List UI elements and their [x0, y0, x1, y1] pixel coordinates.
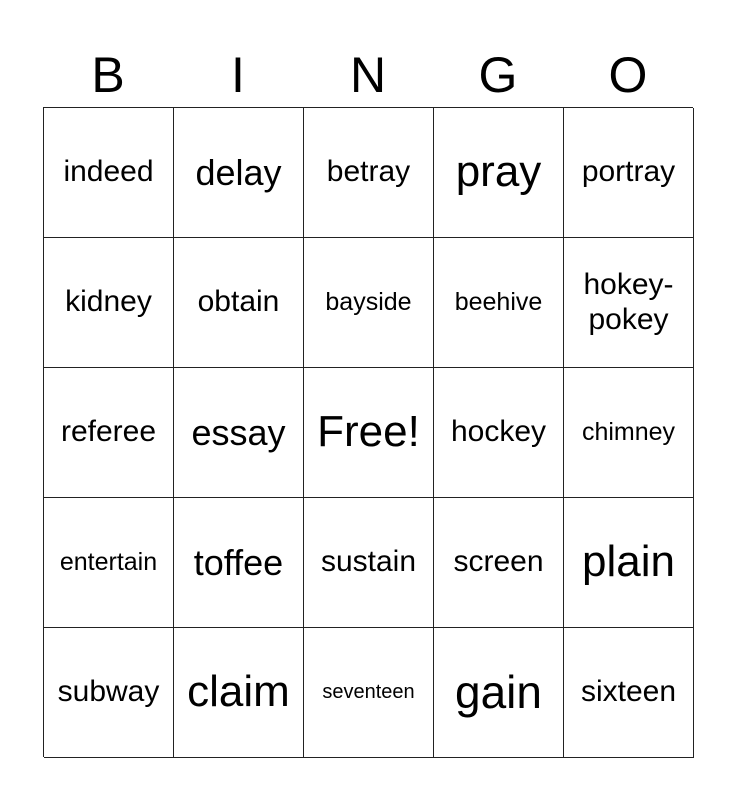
cell-word: sixteen — [580, 675, 677, 709]
header-letter-o: O — [608, 47, 648, 103]
bingo-cell[interactable] — [174, 498, 304, 628]
bingo-cell[interactable] — [304, 498, 434, 628]
bingo-cell[interactable] — [434, 238, 564, 368]
bingo-cell[interactable] — [564, 498, 694, 628]
bingo-cell[interactable] — [304, 238, 434, 368]
cell-word: toffee — [193, 541, 284, 583]
bingo-cell[interactable] — [304, 108, 434, 238]
cell-word: seventeen — [322, 681, 415, 703]
free-space-cell[interactable] — [304, 368, 434, 498]
cell-word: betray — [326, 155, 411, 189]
cell-word: hokey-pokey — [583, 268, 674, 336]
bingo-cell[interactable] — [44, 498, 174, 628]
cell-word: plain — [582, 537, 675, 587]
cell-word: delay — [195, 151, 282, 193]
bingo-cell[interactable] — [44, 238, 174, 368]
cell-word: kidney — [65, 285, 152, 319]
cell-word: beehive — [454, 288, 543, 317]
bingo-cell[interactable] — [44, 628, 174, 758]
cell-word: pray — [455, 147, 542, 197]
cell-word: screen — [453, 545, 544, 579]
cell-word: obtain — [197, 285, 280, 319]
cell-word: hockey — [450, 415, 547, 449]
bingo-cell[interactable] — [304, 628, 434, 758]
bingo-cell[interactable] — [434, 368, 564, 498]
cell-word: portray — [581, 155, 676, 189]
cell-word: subway — [57, 675, 160, 709]
cell-word: chimney — [581, 418, 676, 447]
bingo-cell[interactable] — [174, 628, 304, 758]
bingo-cell[interactable] — [564, 368, 694, 498]
header-letter-i: I — [231, 47, 245, 103]
bingo-cell[interactable] — [44, 368, 174, 498]
cell-word: essay — [191, 411, 286, 453]
bingo-cell[interactable] — [434, 108, 564, 238]
free-space-label: Free! — [317, 407, 420, 457]
bingo-cell[interactable] — [564, 238, 694, 368]
bingo-header — [43, 44, 693, 106]
cell-word: sustain — [320, 545, 417, 579]
header-letter-g: G — [478, 47, 518, 103]
cell-word: indeed — [63, 155, 154, 189]
bingo-cell[interactable] — [174, 238, 304, 368]
bingo-cell[interactable] — [564, 628, 694, 758]
header-letter-b: B — [91, 47, 125, 103]
bingo-cell[interactable] — [434, 628, 564, 758]
cell-word: referee — [60, 415, 157, 449]
header-letter-n: N — [349, 47, 387, 103]
cell-word: claim — [187, 667, 290, 717]
bingo-cell[interactable] — [564, 108, 694, 238]
bingo-board — [43, 107, 693, 757]
cell-word: gain — [455, 666, 542, 719]
cell-word: bayside — [325, 288, 412, 317]
bingo-cell[interactable] — [174, 108, 304, 238]
cell-word: entertain — [59, 548, 158, 577]
bingo-cell[interactable] — [44, 108, 174, 238]
bingo-cell[interactable] — [174, 368, 304, 498]
bingo-cell[interactable] — [434, 498, 564, 628]
